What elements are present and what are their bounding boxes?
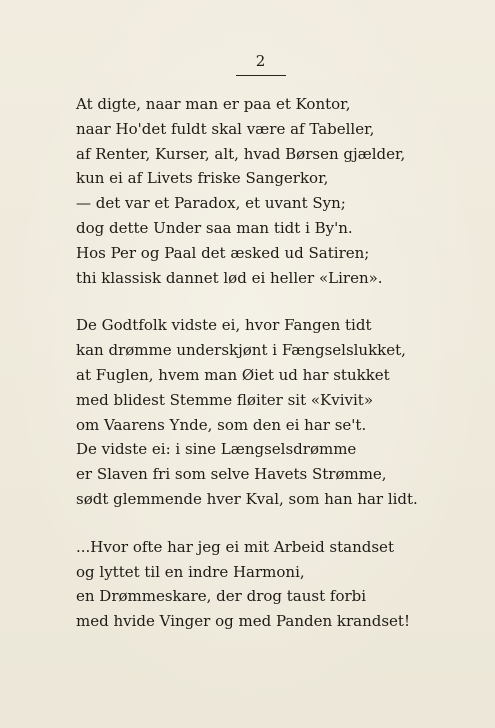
poem-line: De Godtfolk vidste ei, hvor Fangen tidt [76, 316, 372, 335]
page-header [235, 51, 287, 70]
stanza-1 [76, 92, 456, 290]
stanza-3 [76, 535, 456, 634]
poem-body [76, 92, 456, 657]
poem-line: At digte, naar man er paa et Kontor, [76, 95, 351, 113]
poem-line: med blidest Stemme fløiter sit «Kvivit» [76, 390, 374, 409]
poem-line: thi klassisk dannet lød ei heller «Liren». [76, 268, 383, 287]
poem-line: Hos Per og Paal det æsked ud Satiren; [76, 243, 370, 262]
poem-line: om Vaarens Ynde, som den ei har se't. [76, 415, 367, 434]
stanza-2 [76, 313, 456, 511]
page-number: 2 [255, 52, 267, 70]
poem-line: af Renter, Kurser, alt, hvad Børsen gjælder, [76, 144, 406, 163]
poem-line: — det var et Paradox, et uvant Syn; [76, 194, 346, 213]
poem-line: med hvide Vinger og med Panden krandset! [76, 612, 410, 631]
poem-line: ...Hvor ofte har jeg ei mit Arbeid standset [76, 537, 394, 556]
poem-line: er Slaven fri som selve Havets Strømme, [76, 465, 387, 484]
poem-line: og lyttet til en indre Harmoni, [76, 562, 305, 581]
poem-line: en Drømmeskare, der drog taust forbi [76, 587, 367, 606]
poem-line: kun ei af Livets friske Sangerkor, [76, 169, 329, 188]
poem-line: dog dette Under saa man tidt i By'n. [76, 218, 353, 237]
page-number-rule [236, 75, 286, 76]
poem-line: De vidste ei: i sine Længselsdrømme [76, 440, 357, 459]
poem-line: kan drømme underskjønt i Fængselslukket, [76, 341, 406, 360]
poem-line: naar Ho'det fuldt skal være af Tabeller, [76, 119, 375, 138]
poem-line: at Fuglen, hvem man Øiet ud har stukket [76, 365, 390, 384]
poem-line: sødt glemmende hver Kval, som han har lidt. [76, 489, 418, 508]
